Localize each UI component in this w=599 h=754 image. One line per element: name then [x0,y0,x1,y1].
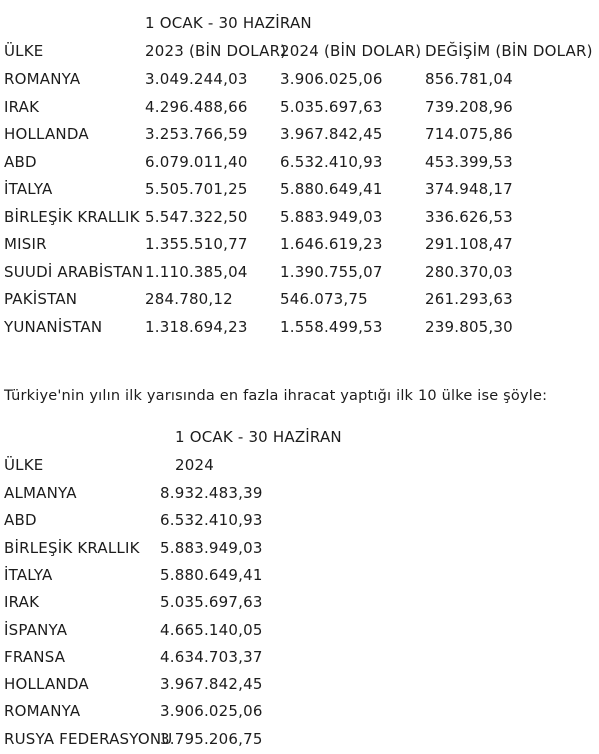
value-2023-cell: 5.547.322,50 [145,207,248,226]
value-2024-cell: 4.665.140,05 [160,620,263,639]
value-2024-cell: 6.532.410,93 [280,152,383,171]
value-2024-cell: 8.932.483,39 [160,484,263,502]
table2-header-country: ÜLKE [4,456,44,474]
value-2023-cell: 6.079.011,40 [145,152,248,171]
change-cell: 714.075,86 [425,125,513,143]
change-cell: 280.370,03 [425,262,513,281]
value-2023-cell: 3.049.244,03 [145,70,248,88]
table2-period: 1 OCAK - 30 HAZİRAN [175,428,342,446]
country-cell: RUSYA FEDERASYONU [4,729,173,748]
value-2023-cell: 1.110.385,04 [145,262,248,281]
value-2024-cell: 3.906.025,06 [160,702,263,721]
value-2023-cell: 5.505.701,25 [145,180,248,198]
value-2024-cell: 5.880.649,41 [280,180,383,198]
change-cell: 239.805,30 [425,317,513,336]
table2-header-2024: 2024 [175,456,214,474]
value-2024-cell: 5.035.697,63 [160,593,263,612]
intro-sentence: Türkiye'nin yılın ilk yarısında en fazla ihracat yaptığı ilk 10 ülke ise şöyle: [4,388,548,404]
value-2024-cell: 1.558.499,53 [280,317,383,336]
country-cell: BİRLEŞİK KRALLIK [4,538,140,557]
value-2024-cell: 4.634.703,37 [160,647,263,666]
country-cell: SUUDİ ARABİSTAN [4,262,144,281]
value-2024-cell: 3.795.206,75 [160,729,263,748]
country-cell: MISIR [4,235,47,253]
value-2024-cell: 6.532.410,93 [160,511,263,530]
change-cell: 374.948,17 [425,180,513,198]
country-cell: ROMANYA [4,70,81,88]
country-cell: ROMANYA [4,702,81,721]
country-cell: FRANSA [4,647,66,666]
country-cell: ALMANYA [4,484,77,502]
country-cell: IRAK [4,97,40,116]
value-2024-cell: 5.880.649,41 [160,565,263,584]
change-cell: 291.108,47 [425,235,513,253]
value-2023-cell: 1.355.510,77 [145,235,248,253]
value-2024-cell: 5.883.949,03 [280,207,383,226]
table1-period: 1 OCAK - 30 HAZİRAN [145,14,312,32]
country-cell: İSPANYA [4,620,68,639]
value-2024-cell: 1.390.755,07 [280,262,383,281]
country-cell: İTALYA [4,180,53,198]
country-cell: ABD [4,511,37,530]
value-2024-cell: 5.035.697,63 [280,97,383,116]
value-2024-cell: 5.883.949,03 [160,538,263,557]
country-cell: YUNANİSTAN [4,317,103,336]
value-2024-cell: 546.073,75 [280,290,368,308]
value-2024-cell: 3.967.842,45 [160,675,263,694]
value-2024-cell: 3.906.025,06 [280,70,383,88]
table1-header-2024: 2024 (BİN DOLAR) [280,42,422,60]
table1-header-change: DEĞİŞİM (BİN DOLAR) [425,42,593,60]
value-2023-cell: 3.253.766,59 [145,125,248,143]
table1-header-country: ÜLKE [4,42,44,60]
country-cell: HOLLANDA [4,125,89,143]
change-cell: 336.626,53 [425,207,513,226]
change-cell: 739.208,96 [425,97,513,116]
value-2023-cell: 284.780,12 [145,290,233,308]
change-cell: 856.781,04 [425,70,513,88]
change-cell: 261.293,63 [425,290,513,308]
value-2024-cell: 1.646.619,23 [280,235,383,253]
change-cell: 453.399,53 [425,152,513,171]
country-cell: HOLLANDA [4,675,89,694]
value-2023-cell: 1.318.694,23 [145,317,248,336]
country-cell: PAKİSTAN [4,290,78,308]
country-cell: BİRLEŞİK KRALLIK [4,207,140,226]
value-2023-cell: 4.296.488,66 [145,97,248,116]
table1-header-2023: 2023 (BİN DOLAR) [145,42,287,60]
value-2024-cell: 3.967.842,45 [280,125,383,143]
country-cell: IRAK [4,593,40,612]
country-cell: ABD [4,152,37,171]
country-cell: İTALYA [4,565,53,584]
